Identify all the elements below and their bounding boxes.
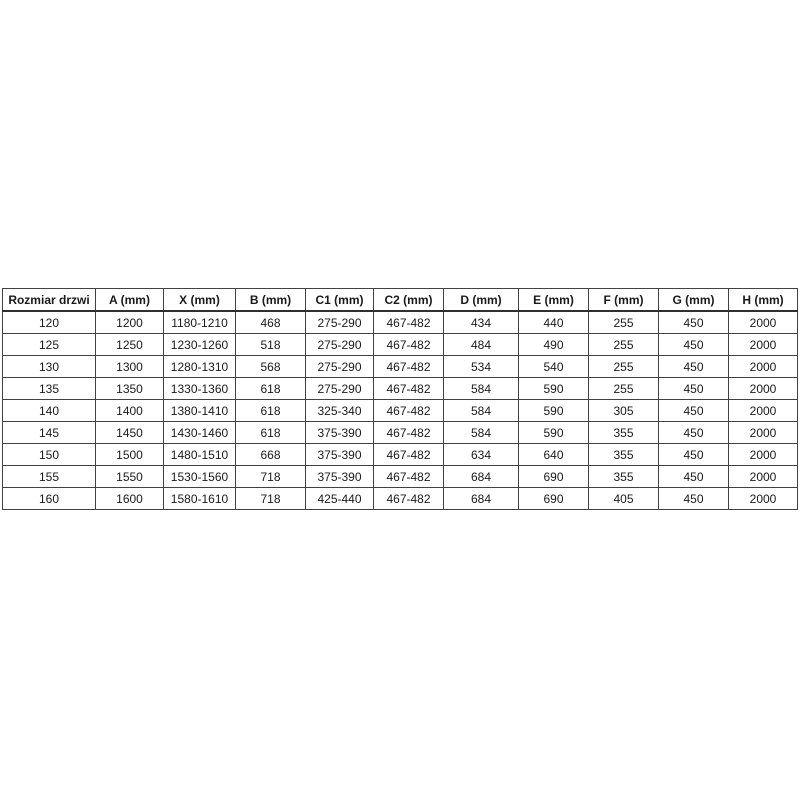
table-cell: 275-290	[306, 334, 374, 356]
table-cell: 1380-1410	[164, 400, 236, 422]
table-cell: 275-290	[306, 378, 374, 400]
table-cell: 440	[519, 311, 589, 334]
table-cell: 718	[236, 488, 306, 510]
table-cell: 467-482	[374, 444, 444, 466]
table-cell: 467-482	[374, 378, 444, 400]
header-cell-g: G (mm)	[659, 289, 729, 312]
table-cell: 1580-1610	[164, 488, 236, 510]
table-row	[3, 466, 798, 488]
table-cell: 305	[589, 400, 659, 422]
table-cell: 467-482	[374, 488, 444, 510]
table-row	[3, 488, 798, 510]
header-cell-a: A (mm)	[96, 289, 164, 312]
table-body	[3, 311, 798, 510]
table-row	[3, 422, 798, 444]
table-cell: 584	[444, 400, 519, 422]
table-cell: 450	[659, 444, 729, 466]
table-cell: 1550	[96, 466, 164, 488]
header-cell-rozmiar-drzwi: Rozmiar drzwi	[3, 289, 96, 312]
table-cell: 718	[236, 466, 306, 488]
table-cell: 2000	[729, 356, 798, 378]
table-cell: 450	[659, 466, 729, 488]
table-cell: 467-482	[374, 466, 444, 488]
table-cell: 275-290	[306, 356, 374, 378]
table-cell: 468	[236, 311, 306, 334]
table-cell: 255	[589, 356, 659, 378]
table-cell: 1180-1210	[164, 311, 236, 334]
table-cell: 130	[3, 356, 96, 378]
table-cell: 125	[3, 334, 96, 356]
table-cell: 145	[3, 422, 96, 444]
table-cell: 590	[519, 378, 589, 400]
header-cell-f: F (mm)	[589, 289, 659, 312]
table-cell: 618	[236, 378, 306, 400]
table-cell: 590	[519, 400, 589, 422]
table-cell: 2000	[729, 444, 798, 466]
header-cell-b: B (mm)	[236, 289, 306, 312]
table-cell: 450	[659, 488, 729, 510]
table-row	[3, 378, 798, 400]
table-cell: 1280-1310	[164, 356, 236, 378]
table-cell: 1450	[96, 422, 164, 444]
header-cell-c1: C1 (mm)	[306, 289, 374, 312]
table-cell: 255	[589, 311, 659, 334]
table-cell: 568	[236, 356, 306, 378]
table-cell: 150	[3, 444, 96, 466]
table-cell: 375-390	[306, 422, 374, 444]
table-cell: 484	[444, 334, 519, 356]
header-cell-h: H (mm)	[729, 289, 798, 312]
table-cell: 425-440	[306, 488, 374, 510]
table-cell: 355	[589, 444, 659, 466]
table-cell: 2000	[729, 466, 798, 488]
table-cell: 1200	[96, 311, 164, 334]
table-cell: 584	[444, 378, 519, 400]
table-cell: 275-290	[306, 311, 374, 334]
table-cell: 668	[236, 444, 306, 466]
table-cell: 2000	[729, 488, 798, 510]
table-cell: 2000	[729, 422, 798, 444]
table-cell: 590	[519, 422, 589, 444]
table-cell: 155	[3, 466, 96, 488]
table-cell: 2000	[729, 378, 798, 400]
table-row	[3, 444, 798, 466]
table-cell: 450	[659, 311, 729, 334]
table-cell: 2000	[729, 400, 798, 422]
table-cell: 325-340	[306, 400, 374, 422]
header-row	[3, 289, 798, 312]
table-cell: 1250	[96, 334, 164, 356]
table-cell: 1600	[96, 488, 164, 510]
table-cell: 450	[659, 422, 729, 444]
table-cell: 1480-1510	[164, 444, 236, 466]
table-cell: 120	[3, 311, 96, 334]
header-cell-c2: C2 (mm)	[374, 289, 444, 312]
table-cell: 375-390	[306, 444, 374, 466]
table-cell: 405	[589, 488, 659, 510]
table-cell: 534	[444, 356, 519, 378]
table-cell: 450	[659, 378, 729, 400]
table-cell: 690	[519, 466, 589, 488]
table-header	[3, 289, 798, 312]
table-cell: 467-482	[374, 356, 444, 378]
table-cell: 467-482	[374, 334, 444, 356]
table-cell: 540	[519, 356, 589, 378]
table-cell: 355	[589, 422, 659, 444]
table-cell: 467-482	[374, 400, 444, 422]
table-cell: 684	[444, 466, 519, 488]
table-cell: 450	[659, 400, 729, 422]
table-cell: 618	[236, 422, 306, 444]
table-cell: 450	[659, 334, 729, 356]
table-cell: 1400	[96, 400, 164, 422]
table-cell: 1350	[96, 378, 164, 400]
table-cell: 467-482	[374, 311, 444, 334]
table-cell: 518	[236, 334, 306, 356]
table-cell: 140	[3, 400, 96, 422]
table-cell: 618	[236, 400, 306, 422]
table-row	[3, 334, 798, 356]
table-cell: 1500	[96, 444, 164, 466]
table-row	[3, 356, 798, 378]
table-cell: 1530-1560	[164, 466, 236, 488]
table-cell: 355	[589, 466, 659, 488]
table-row	[3, 311, 798, 334]
table-row	[3, 400, 798, 422]
door-size-spec-table-container	[2, 288, 797, 510]
table-cell: 1430-1460	[164, 422, 236, 444]
table-cell: 584	[444, 422, 519, 444]
table-cell: 467-482	[374, 422, 444, 444]
table-cell: 434	[444, 311, 519, 334]
table-cell: 2000	[729, 311, 798, 334]
header-cell-x: X (mm)	[164, 289, 236, 312]
table-cell: 1330-1360	[164, 378, 236, 400]
table-cell: 375-390	[306, 466, 374, 488]
table-cell: 2000	[729, 334, 798, 356]
table-cell: 135	[3, 378, 96, 400]
table-cell: 160	[3, 488, 96, 510]
table-cell: 450	[659, 356, 729, 378]
table-cell: 490	[519, 334, 589, 356]
table-cell: 640	[519, 444, 589, 466]
table-cell: 684	[444, 488, 519, 510]
table-cell: 1230-1260	[164, 334, 236, 356]
table-cell: 634	[444, 444, 519, 466]
header-cell-d: D (mm)	[444, 289, 519, 312]
table-cell: 255	[589, 378, 659, 400]
header-cell-e: E (mm)	[519, 289, 589, 312]
table-cell: 1300	[96, 356, 164, 378]
table-cell: 690	[519, 488, 589, 510]
door-size-spec-table	[2, 288, 798, 510]
table-cell: 255	[589, 334, 659, 356]
